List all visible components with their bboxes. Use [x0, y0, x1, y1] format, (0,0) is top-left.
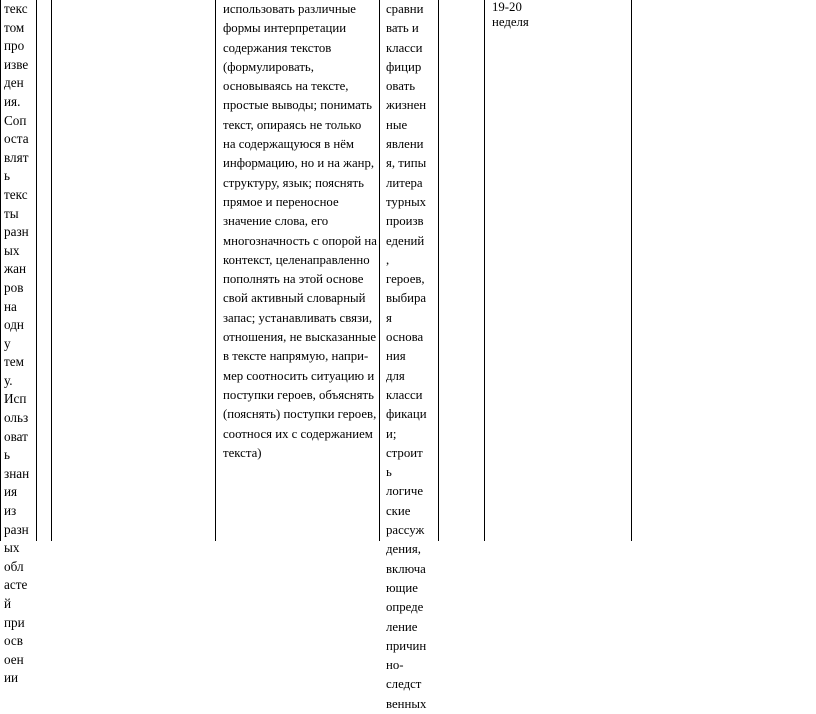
table-cell-topic: текс том про изве ден ия. Соп оста влят ь текс ты разн ых жан ров на одн у тем у. Исп ольз оват ь знан ия из разн ых обл асте й при осв оен ии [4, 1, 30, 686]
table-border-left [0, 0, 1, 541]
table-border-right [631, 0, 632, 541]
table-border-col7 [484, 0, 485, 541]
table-border-col4 [215, 0, 216, 541]
table-cell-requirements: использовать различные формы интерпретации содержания текстов (формулировать, основываясь на тексте, простые выводы; понимать текст, опираясь не только на содержащуюся в нём информацию, но и на жанр, структуру, язык; пояснять прямое и переносное значение слова, его многозначность с опорой на контекст, целенаправленно пополнять на этой основе свой активный словарный запас; устанавливать связи, отношения, не высказанные в тексте напрямую, напри- мер соотносить ситуацию и поступки героев, объяснять (пояснять) поступки героев, соотнося их с содержанием текста) [223, 2, 377, 460]
table-cell-skills: сравни вать и класси фицир овать жизнен ные явлени я, типы литера турных произв едений , героев, выбира я основа ния для класси фикаци и; строит ь логиче ские рассуж дения, включа ющие опреде ление причин но- следст венных [386, 2, 427, 711]
table-cell-week: 19-20 неделя [492, 0, 529, 29]
table-border-col3 [51, 0, 52, 541]
table-border-col6 [438, 0, 439, 541]
table-border-col2 [36, 0, 37, 541]
